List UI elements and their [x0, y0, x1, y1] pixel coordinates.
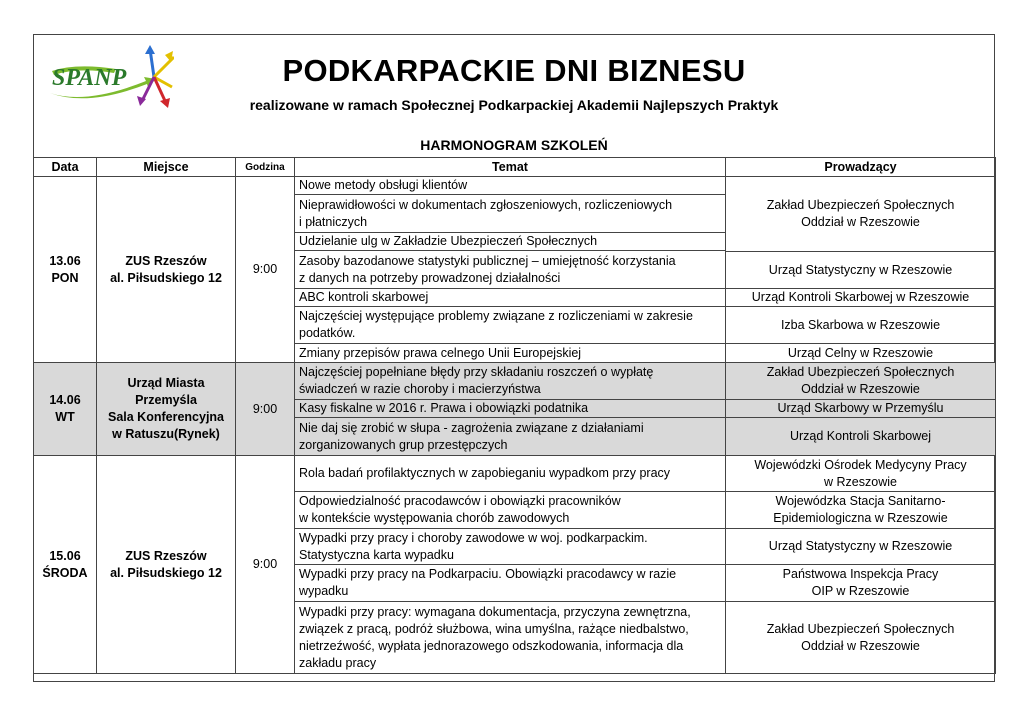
day-time-cell: 9:00 [236, 456, 295, 674]
leader-cell [726, 344, 996, 363]
leader-cell [726, 456, 996, 492]
document-frame [33, 34, 995, 682]
place-line: al. Piłsudskiego 12 [110, 565, 222, 580]
page-title: PODKARPACKIE DNI BIZNESU [282, 53, 746, 88]
topic-line: ABC kontroli skarbowej [299, 290, 429, 304]
topic-line: podatków. [299, 326, 356, 340]
topic-cell [295, 363, 726, 400]
leader-cell [726, 252, 996, 289]
leader-cell [726, 177, 996, 252]
topic-cell [295, 344, 726, 363]
topic-line: Zasoby bazodanowe statystyki publicznej – umiejętność korzystania [299, 253, 676, 268]
leader-cell [726, 363, 996, 400]
topic-line: i płatniczych [299, 214, 368, 229]
day-place-cell [97, 363, 236, 456]
place-line: Sala Konferencyjna [107, 410, 224, 424]
topic-cell [295, 456, 726, 492]
topic-cell [295, 195, 726, 233]
leader-line: Urząd Kontroli Skarbowej w Rzeszowie [751, 290, 970, 304]
leader-line: Urząd Kontroli Skarbowej [789, 429, 932, 443]
leader-line: Urząd Statystyczny w Rzeszowie [768, 262, 953, 277]
header [34, 35, 994, 157]
place-line: Przemyśla [135, 393, 197, 407]
table-row [34, 456, 996, 492]
topic-cell [295, 492, 726, 529]
leader-line: Zakład Ubezpieczeń Społecznych [766, 365, 955, 379]
topic-line: zakładu pracy [299, 655, 377, 670]
leader-line: Zakład Ubezpieczeń Społecznych [766, 198, 955, 212]
leader-cell [726, 307, 996, 344]
place-line: al. Piłsudskiego 12 [110, 270, 222, 285]
place-line: w Ratuszu(Rynek) [112, 427, 220, 441]
page-subtitle: realizowane w ramach Społecznej Podkarpackiej Akademii Najlepszych Praktyk [249, 97, 779, 113]
leader-line: Wojewódzki Ośrodek Medycyny Pracy [754, 457, 967, 472]
schedule-table [33, 157, 996, 674]
topic-line: Wypadki przy pracy na Podkarpaciu. Obowiązki pracodawcy w razie [299, 567, 677, 581]
day-date-cell [34, 456, 97, 674]
topic-line: w kontekście występowania chorób zawodowych [299, 511, 570, 525]
topic-cell [295, 177, 726, 195]
topic-cell [295, 565, 726, 602]
day-weekday: ŚRODA [42, 565, 88, 580]
leader-line: Izba Skarbowa w Rzeszowie [780, 317, 941, 332]
topic-line: Nie daj się zrobić w słupa - zagrożenia związane z działaniami [299, 420, 644, 435]
topic-line: Nowe metody obsługi klientów [299, 178, 468, 192]
topic-cell [295, 529, 726, 565]
table-row [34, 363, 996, 400]
topic-cell [295, 602, 726, 674]
topic-line: Kasy fiskalne w 2016 r. Prawa i obowiązki podatnika [299, 401, 589, 415]
topic-cell [295, 400, 726, 418]
leader-line: Zakład Ubezpieczeń Społecznych [766, 621, 955, 636]
day-date: 14.06 [49, 393, 81, 407]
col-header-topic: Temat [295, 158, 726, 177]
topic-line: wypadku [299, 584, 349, 598]
table-header-row [34, 158, 996, 177]
leader-line: Państwowa Inspekcja Pracy [782, 567, 939, 581]
topic-cell [295, 307, 726, 344]
day-date-cell [34, 177, 97, 363]
leader-cell [726, 289, 996, 307]
topic-line: z danych na potrzeby prowadzonej działalności [299, 270, 561, 285]
day-date-cell [34, 363, 97, 456]
col-header-leader: Prowadzący [726, 158, 996, 177]
day-date: 13.06 [49, 253, 81, 268]
leader-line: Oddział w Rzeszowie [801, 215, 920, 229]
topic-line: Odpowiedzialność pracodawców i obowiązki pracowników [299, 494, 621, 508]
topic-cell [295, 418, 726, 456]
leader-line: OIP w Rzeszowie [811, 584, 910, 598]
place-line: Urząd Miasta [127, 376, 205, 390]
place-line: ZUS Rzeszów [125, 548, 207, 563]
topic-line: Najczęściej występujące problemy związane z rozliczeniami w zakresie [299, 309, 693, 323]
topic-line: związek z pracą, podróż służbowa, wina umyślna, rażące niedbalstwo, [299, 621, 689, 636]
leader-line: Epidemiologiczna w Rzeszowie [773, 511, 948, 525]
leader-line: w Rzeszowie [824, 474, 897, 489]
day-time-cell: 9:00 [236, 177, 295, 363]
topic-cell [295, 251, 726, 289]
day-weekday: WT [55, 410, 75, 424]
day-date: 15.06 [49, 548, 81, 563]
col-header-time: Godzina [236, 158, 295, 177]
day-weekday: PON [51, 270, 79, 285]
day-time-cell: 9:00 [236, 363, 295, 456]
col-header-place: Miejsce [97, 158, 236, 177]
leader-cell [726, 492, 996, 529]
day-place-cell [97, 177, 236, 363]
col-header-date: Data [34, 158, 97, 177]
topic-cell [295, 233, 726, 251]
topic-line: Nieprawidłowości w dokumentach zgłoszeniowych, rozliczeniowych [299, 197, 673, 212]
leader-line: Urząd Skarbowy w Przemyślu [777, 401, 944, 415]
topic-line: Rola badań profilaktycznych w zapobieganiu wypadkom przy pracy [299, 466, 671, 480]
topic-line: Wypadki przy pracy i choroby zawodowe w woj. podkarpackim. [299, 530, 648, 545]
leader-line: Urząd Celny w Rzeszowie [787, 345, 934, 360]
topic-line: Statystyczna karta wypadku [299, 547, 454, 562]
topic-line: zorganizowanych grup przestępczych [299, 437, 508, 452]
schedule-title: HARMONOGRAM SZKOLEŃ [420, 137, 608, 153]
leader-cell [726, 529, 996, 565]
topic-line: świadczeń w razie choroby i macierzyństwa [299, 382, 541, 396]
leader-cell [726, 418, 996, 456]
leader-line: Urząd Statystyczny w Rzeszowie [768, 539, 953, 553]
day-place-cell [97, 456, 236, 674]
leader-cell [726, 400, 996, 418]
topic-line: Najczęściej popełniane błędy przy składaniu roszczeń o wypłatę [299, 365, 654, 379]
svg-text:SPANP: SPANP [52, 65, 127, 91]
topic-line: Udzielanie ulg w Zakładzie Ubezpieczeń Społecznych [299, 234, 598, 248]
leader-line: Wojewódzka Stacja Sanitarno- [775, 494, 946, 508]
topic-line: nietrzeźwość, wypłata jednorazowego odszkodowania, informacja dla [299, 638, 684, 653]
leader-cell [726, 602, 996, 674]
topic-line: Zmiany przepisów prawa celnego Unii Europejskiej [299, 345, 582, 360]
leader-line: Oddział w Rzeszowie [801, 638, 920, 653]
topic-cell [295, 289, 726, 307]
leader-line: Oddział w Rzeszowie [801, 382, 920, 396]
place-line: ZUS Rzeszów [125, 253, 207, 268]
topic-line: Wypadki przy pracy: wymagana dokumentacja, przyczyna zewnętrzna, [299, 604, 691, 619]
leader-cell [726, 565, 996, 602]
table-row [34, 177, 996, 195]
